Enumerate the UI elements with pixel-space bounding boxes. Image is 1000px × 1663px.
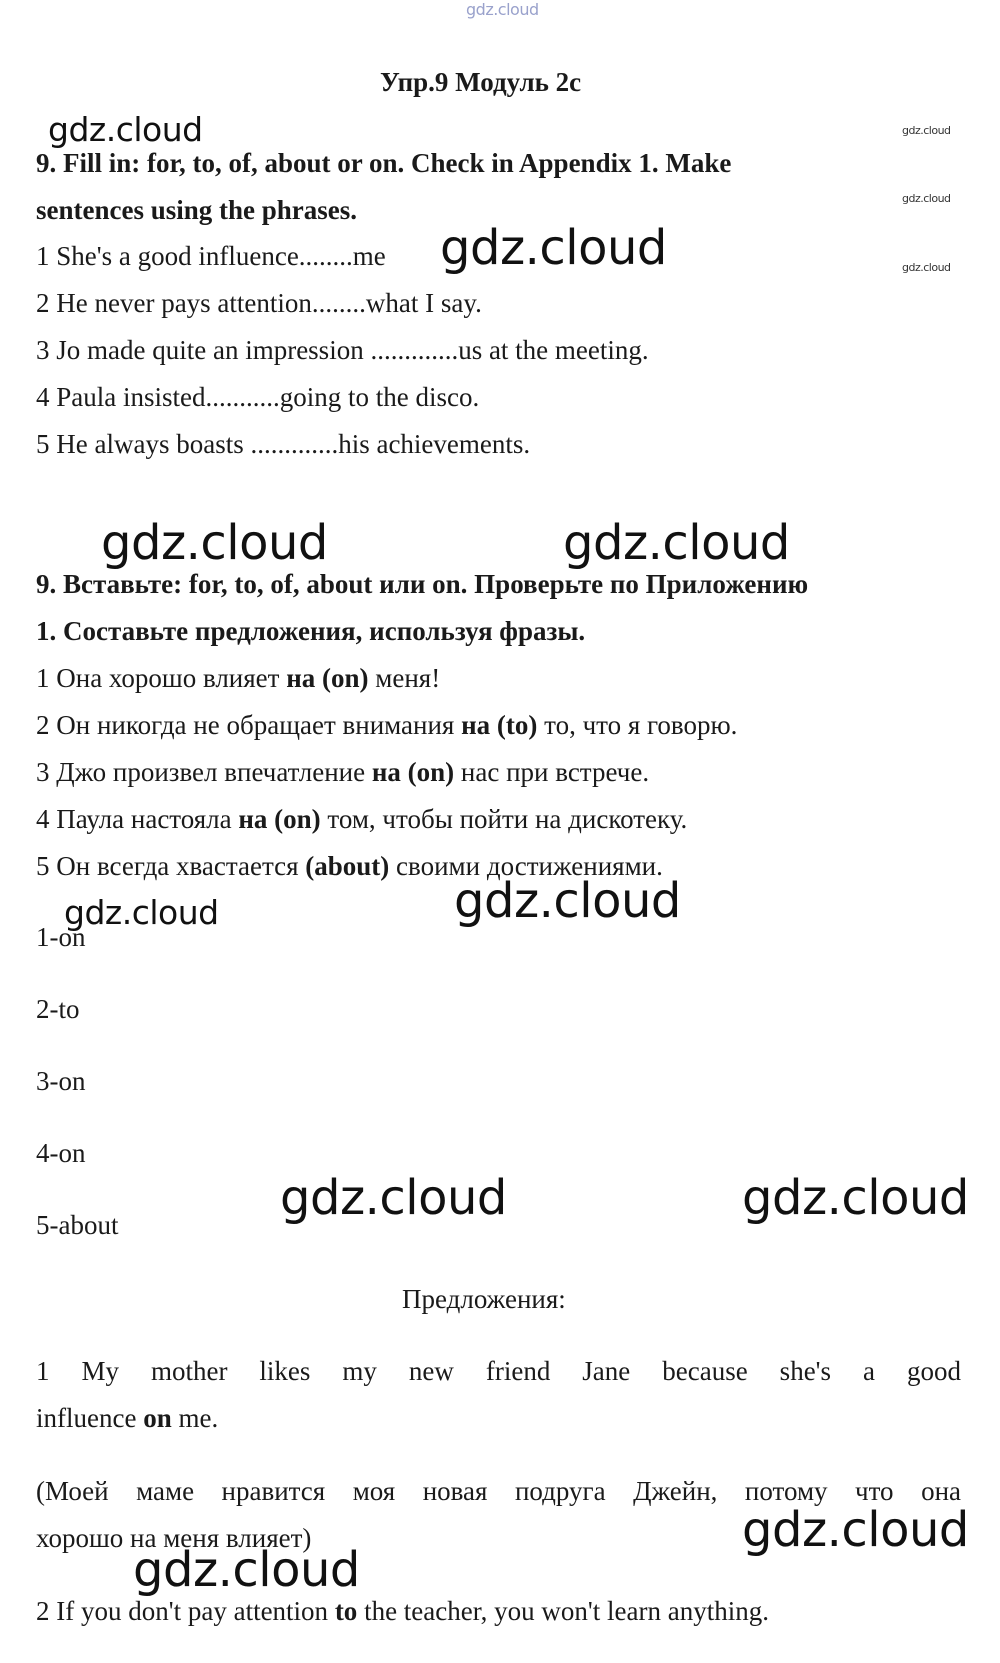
task-ru-item-text: 4 Паула настояла — [36, 804, 239, 834]
task-ru-item-text: своими достижениями. — [389, 851, 663, 881]
watermark-text: gdz.cloud — [101, 515, 328, 571]
watermark-text: gdz.cloud — [440, 220, 667, 276]
task-en-item: 2 He never pays attention........what I say. — [36, 288, 482, 318]
task-ru-item — [36, 756, 649, 788]
task-ru-item-answer: на (on) — [286, 663, 369, 693]
sentence-1-line2 — [36, 1402, 218, 1434]
answer-item: 1-on — [36, 922, 86, 952]
task-en-heading-line1: 9. Fill in: for, to, of, about or on. Check in Appendix 1. Make — [36, 148, 732, 178]
sentence-preposition: to — [334, 1596, 358, 1626]
watermark-text: gdz.cloud — [902, 124, 951, 137]
task-ru-item-text: 2 Он никогда не обращает внимания — [36, 710, 462, 740]
task-ru-item-text: 5 Он всегда хвастается — [36, 851, 306, 881]
watermark-text: gdz.cloud — [563, 515, 790, 571]
sentence-text: 2 If you don't pay attention — [36, 1596, 335, 1626]
watermark-top: gdz.cloud — [466, 0, 539, 19]
task-ru-item — [36, 662, 440, 694]
task-ru-item-answer: на (on) — [371, 757, 455, 787]
watermark-text: gdz.cloud — [454, 873, 681, 929]
sentence-text: the teacher, you won't learn anything. — [357, 1596, 769, 1626]
task-ru-heading-line2: 1. Составьте предложения, используя фразы. — [36, 616, 586, 646]
answer-item: 5-about — [36, 1210, 119, 1240]
sentence-1-line1: 1 My mother likes my new friend Jane because she's a good — [36, 1356, 961, 1386]
watermark-text: gdz.cloud — [64, 893, 219, 932]
task-ru-item — [36, 709, 737, 741]
answer-item: 2-to — [36, 994, 80, 1024]
sentence-text: me. — [171, 1403, 219, 1433]
watermark-text: gdz.cloud — [742, 1502, 969, 1558]
task-ru-item-text: том, чтобы пойти на дискотеку. — [320, 804, 688, 834]
task-ru-item — [36, 803, 687, 835]
watermark-text: gdz.cloud — [902, 192, 951, 205]
task-ru-item-answer: на (to) — [461, 710, 538, 740]
page-title: Упр.9 Модуль 2с — [380, 67, 582, 97]
answer-item: 3-on — [36, 1066, 86, 1096]
task-ru-item-text: то, что я говорю. — [537, 710, 738, 740]
task-ru-item-text: 3 Джо произвел впечатление — [36, 757, 372, 787]
watermark-text: gdz.cloud — [280, 1170, 507, 1226]
task-en-item: 5 He always boasts .............his achievements. — [36, 429, 531, 459]
sentence-text: influence — [36, 1403, 144, 1433]
task-ru-item-answer: (about) — [305, 851, 390, 881]
answer-item: 4-on — [36, 1138, 86, 1168]
sentence-1-translation-line2: хорошо на меня влияет) — [36, 1523, 312, 1553]
watermark-text: gdz.cloud — [742, 1170, 969, 1226]
sentence-2 — [36, 1595, 769, 1627]
sentence-preposition: on — [143, 1403, 172, 1433]
task-ru-item-answer: на (on) — [238, 804, 321, 834]
sentences-heading: Предложения: — [402, 1284, 566, 1314]
watermark-text: gdz.cloud — [133, 1542, 360, 1598]
watermark-text: gdz.cloud — [902, 261, 951, 274]
task-en-heading-line2: sentences using the phrases. — [36, 195, 358, 225]
task-ru-heading-line1: 9. Вставьте: for, to, of, about или on. Проверьте по Приложению — [36, 569, 809, 599]
task-ru-item-text: нас при встрече. — [454, 757, 650, 787]
watermark-text: gdz.cloud — [48, 110, 203, 149]
task-ru-item-text: меня! — [368, 663, 441, 693]
task-en-item: 1 She's a good influence........me — [36, 241, 386, 271]
sentence-1-translation-line1: (Моей маме нравится моя новая подруга Джейн, потому что она — [36, 1476, 961, 1506]
task-en-item: 4 Paula insisted...........going to the disco. — [36, 382, 480, 412]
task-ru-item-text: 1 Она хорошо влияет — [36, 663, 287, 693]
task-en-item: 3 Jo made quite an impression .............us at the meeting. — [36, 335, 649, 365]
